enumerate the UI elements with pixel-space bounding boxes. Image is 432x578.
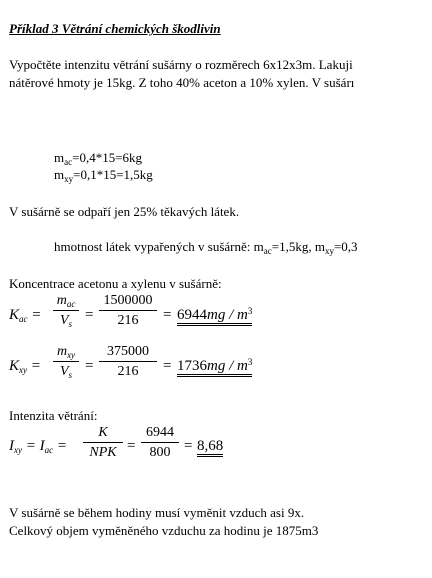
intensity-heading: Intenzita větrání: [9, 408, 98, 423]
equation-k-acetone [9, 293, 269, 341]
concentration-heading: Koncentrace acetonu a xylenu v sušárně: [9, 276, 222, 291]
mass-xylene [54, 167, 153, 182]
eq-equals: = [163, 307, 172, 323]
eq-k-symbol: $K_{xy}$ = [9, 358, 41, 375]
conclusion-line-1: V sušárně se během hodiny musí vyměnit vzduch asi 9x. [9, 505, 305, 520]
eq-intensity-lhs: $I_{xy} = I_{ac}$ = [9, 438, 67, 455]
mass-xylene-subscript: xy [64, 174, 74, 184]
evaporated-label: hmotnost látek vypařených v sušárně: m [54, 239, 264, 254]
page-title: Příklad 3 Větrání chemických škodlivin [9, 21, 221, 36]
mass-acetone-expression: =0,4*15=6kg [72, 150, 143, 165]
mass-symbol: m [54, 167, 65, 182]
eq-result: $6944mg / m^3$ [177, 307, 252, 324]
eq-equals: = [85, 307, 94, 323]
evaporated-acetone-subscript: ac [263, 246, 272, 256]
eq-fraction-values: 6944 800 [141, 425, 179, 461]
eq-equals: = [85, 358, 94, 374]
mass-acetone-subscript: ac [64, 157, 73, 167]
eq-equals: = [184, 438, 193, 454]
intro-line-2: nátěrové hmoty je 15kg. Z toho 40% aceton a 10% xylen. V sušárı [9, 75, 355, 90]
evaporation-sentence: V sušárně se odpaří jen 25% těkavých látek. [9, 204, 240, 219]
eq-k-symbol: $K_{ac}$ = [9, 307, 42, 324]
conclusion-line-2: Celkový objem vyměněného vzduchu za hodinu je 1875m3 [9, 523, 319, 538]
mass-symbol: m [54, 150, 65, 165]
eq-equals: = [127, 438, 136, 454]
mass-acetone [54, 150, 142, 165]
intro-line-1: Vypočtěte intenzitu větrání sušárny o rozměrech 6x12x3m. Lakuji [9, 57, 353, 72]
eq-result: $1736mg / m^3$ [177, 358, 252, 375]
eq-result: 8,68 [197, 438, 223, 455]
eq-fraction-values: 1500000 216 [99, 293, 157, 329]
equation-intensity [9, 425, 269, 471]
eq-fraction-mass-volume: $m_{ac}$ $V_s$ [53, 293, 79, 329]
evaporated-masses [54, 239, 358, 254]
equation-k-xylene [9, 344, 269, 392]
evaporated-acetone-value: =1,5kg, m [271, 239, 325, 254]
evaporated-xylene-subscript: xy [324, 246, 334, 256]
eq-fraction-k-npk: K NPK [83, 425, 123, 461]
eq-fraction-values: 375000 216 [99, 344, 157, 380]
evaporated-xylene-value: =0,3 [333, 239, 358, 254]
eq-fraction-mass-volume: $m_{xy}$ $V_s$ [53, 344, 79, 380]
eq-equals: = [163, 358, 172, 374]
mass-xylene-expression: =0,1*15=1,5kg [73, 167, 153, 182]
